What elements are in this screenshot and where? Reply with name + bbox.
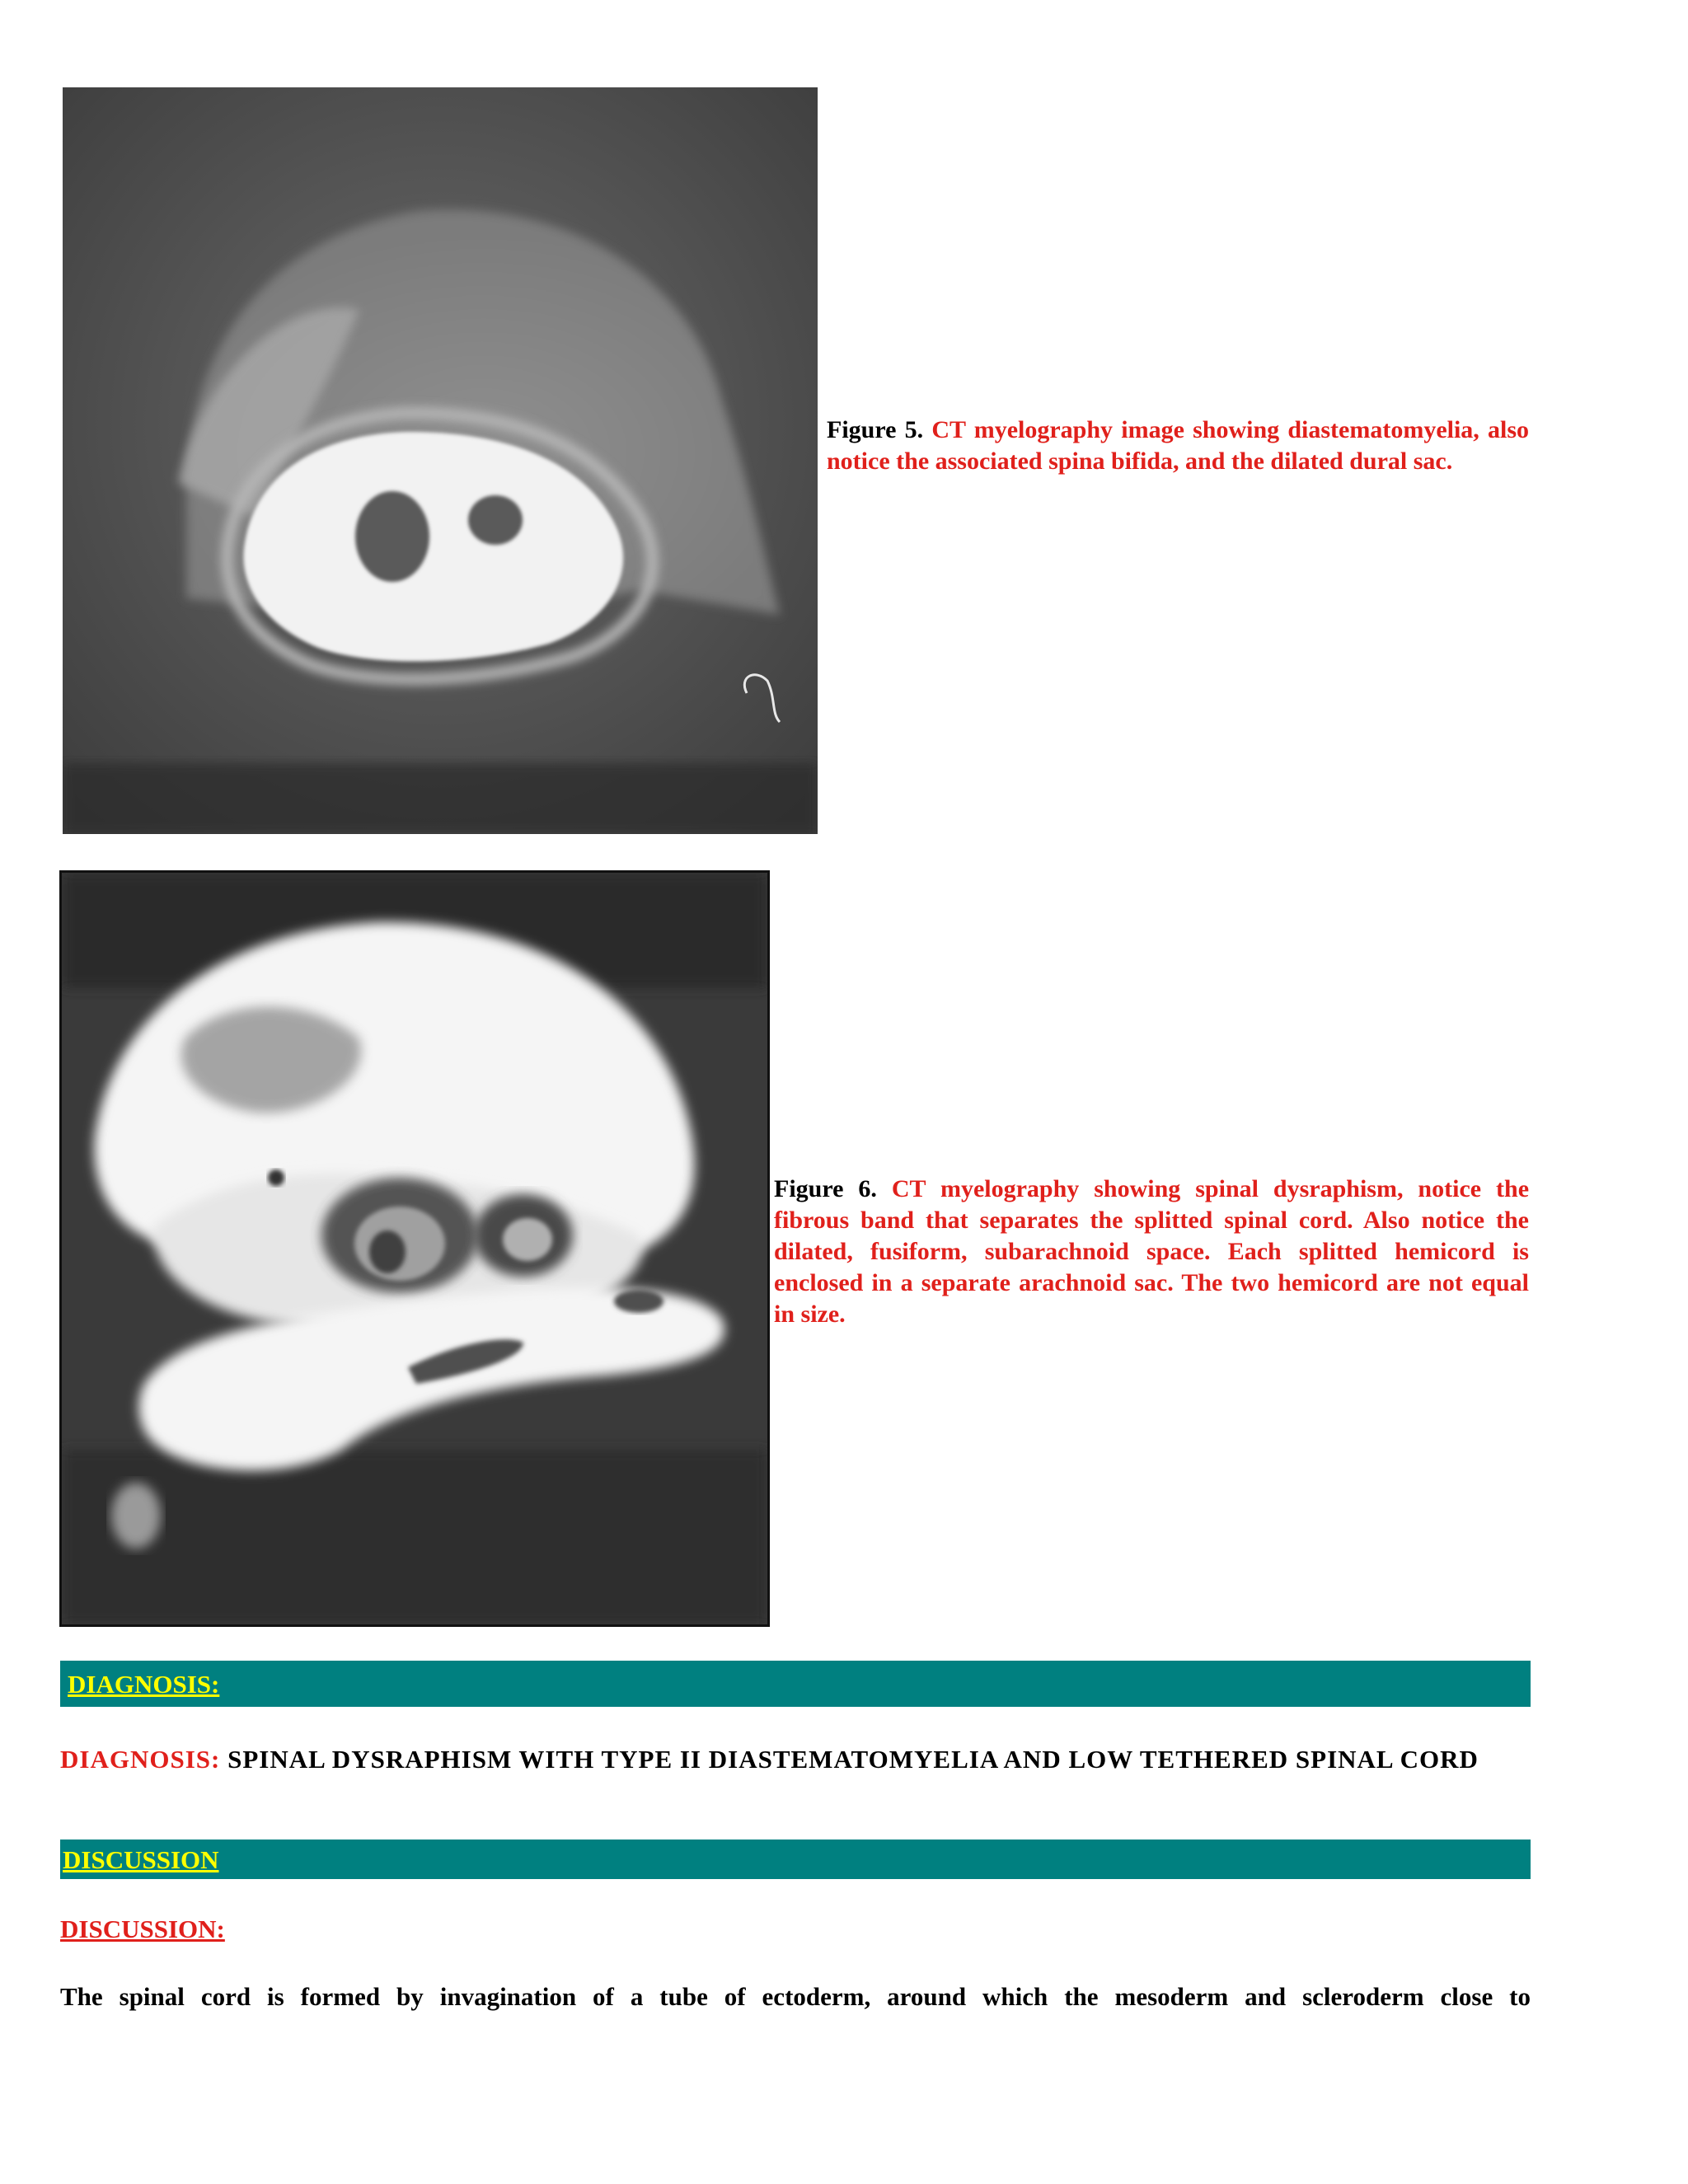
figure-5-caption [827, 415, 1529, 477]
diagnosis-bar-label: DIAGNOSIS: [68, 1670, 220, 1699]
figure-6-label: Figure 6. [774, 1175, 877, 1202]
diagnosis-section-bar [60, 1661, 1531, 1707]
figure-6-caption [774, 1174, 1529, 1330]
discussion-heading: DISCUSSION: [60, 1915, 225, 1943]
discussion-paragraph: The spinal cord is formed by invagination of a tube of ectoderm, around which the mesoderm and scleroderm close to [60, 1982, 1531, 2011]
figure-5-label: Figure 5. [827, 416, 924, 443]
diagnosis-label: DIAGNOSIS: [60, 1745, 221, 1774]
discussion-bar-label: DISCUSSION [63, 1845, 219, 1874]
diagnosis-text: SPINAL DYSRAPHISM WITH TYPE II DIASTEMATOMYELIA AND LOW TETHERED SPINAL CORD [227, 1745, 1479, 1774]
figure-5-image [63, 87, 818, 834]
figure-5-caption-text: CT myelography image showing diastematomyelia, also notice the associated spina bifida, and the dilated dural sac. [827, 416, 1530, 475]
figure-6-image [59, 870, 770, 1627]
discussion-section-bar [60, 1840, 1531, 1879]
figure-6-caption-text: CT myelography showing spinal dysraphism, notice the fibrous band that separates the splitted spinal cord. Also notice the dilated, fusiform, subarachnoid space. Each splitted hemicord is enclosed in a separate arachnoid sac. The two hemicord are not equal in size. [774, 1175, 1530, 1328]
diagnosis-paragraph [60, 1743, 1531, 1775]
